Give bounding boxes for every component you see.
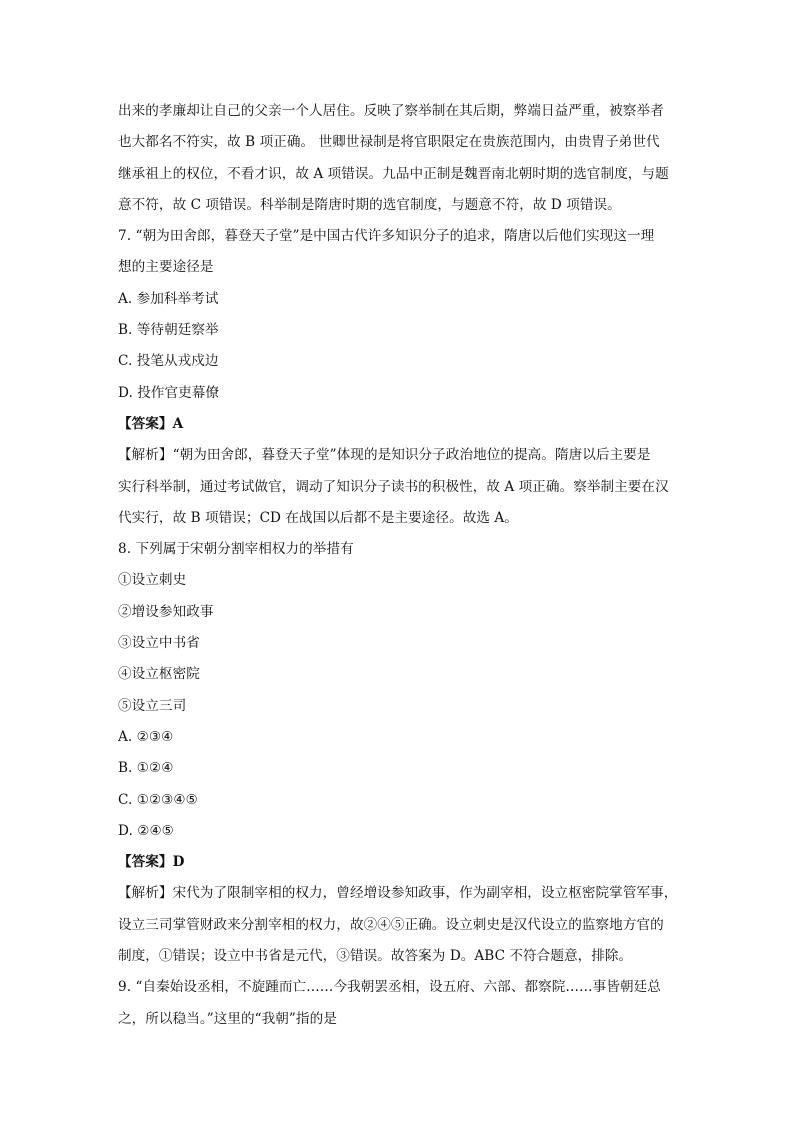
text-line: 也大都名不符实，故 B 项正确。 世卿世禄制是将官职限定在贵族范围内，由贵胄子弟世代 [118,134,660,151]
option-b: B. ①②④ [118,760,174,777]
option-a: A. ②③④ [118,728,174,745]
answer-label: 【答案】A [118,415,184,432]
analysis-line: 【解析】“朝为田舍郎，暮登天子堂”体现的是知识分子政治地位的提高。隋唐以后主要是 [118,447,651,464]
text-line: 意不符，故 C 项错误。科举制是隋唐时期的选官制度，与题意不符，故 D 项错误。 [118,196,621,213]
option-c: C. ①②③④⑤ [118,791,198,808]
text-line: 继承祖上的权位，不看才识，故 A 项错误。九品中正制是魏晋南北朝时期的选官制度，与题 [118,165,669,182]
option-d: D. ②④⑤ [118,822,174,839]
option-c: C. 投笔从戎戍边 [118,353,219,370]
question-9-line: 9. “自秦始设丞相，不旋踵而亡……今我朝罢丞相，设五府、六部、都察院……事皆朝廷总 [118,979,661,996]
analysis-line: 制度，①错误；设立中书省是元代，③错误。故答案为 D。ABC 不符合题意，排除。 [118,948,633,965]
analysis-line: 设立三司掌管财政来分割宰相的权力，故②④⑤正确。设立刺史是汉代设立的监察地方官的 [118,916,664,933]
statement-1: ①设立刺史 [118,572,187,589]
analysis-line: 代实行，故 B 项错误；CD 在战国以后都不是主要途径。故选 A。 [118,509,518,526]
option-a: A. 参加科举考试 [118,290,219,307]
statement-3: ③设立中书省 [118,635,200,652]
analysis-line: 【解析】宋代为了限制宰相的权力，曾经增设参知政事，作为副宰相，设立枢密院掌管军事， [118,885,678,902]
answer-label: 【答案】D [118,854,185,871]
question-9-line: 之，所以稳当。”这里的“我朝”指的是 [118,1010,337,1027]
statement-4: ④设立枢密院 [118,666,200,683]
statement-5: ⑤设立三司 [118,697,187,714]
text-line: 出来的孝廉却让自己的父亲一个人居住。反映了察举制在其后期，弊端日益严重，被察举者 [118,103,664,119]
question-7-line: 想的主要途径是 [118,259,214,276]
statement-2: ②增设参知政事 [118,603,214,620]
document-body [118,96,678,1035]
question-7-line: 7. “朝为田舍郎，暮登天子堂”是中国古代许多知识分子的追求，隋唐以后他们实现这一理 [118,228,655,245]
question-8-line: 8. 下列属于宋朝分割宰相权力的举措有 [118,541,354,558]
option-d: D. 投作官吏幕僚 [118,384,220,401]
option-b: B. 等待朝廷察举 [118,322,219,339]
analysis-line: 实行科举制，通过考试做官，调动了知识分子读书的积极性，故 A 项正确。察举制主要在汉 [118,478,669,495]
